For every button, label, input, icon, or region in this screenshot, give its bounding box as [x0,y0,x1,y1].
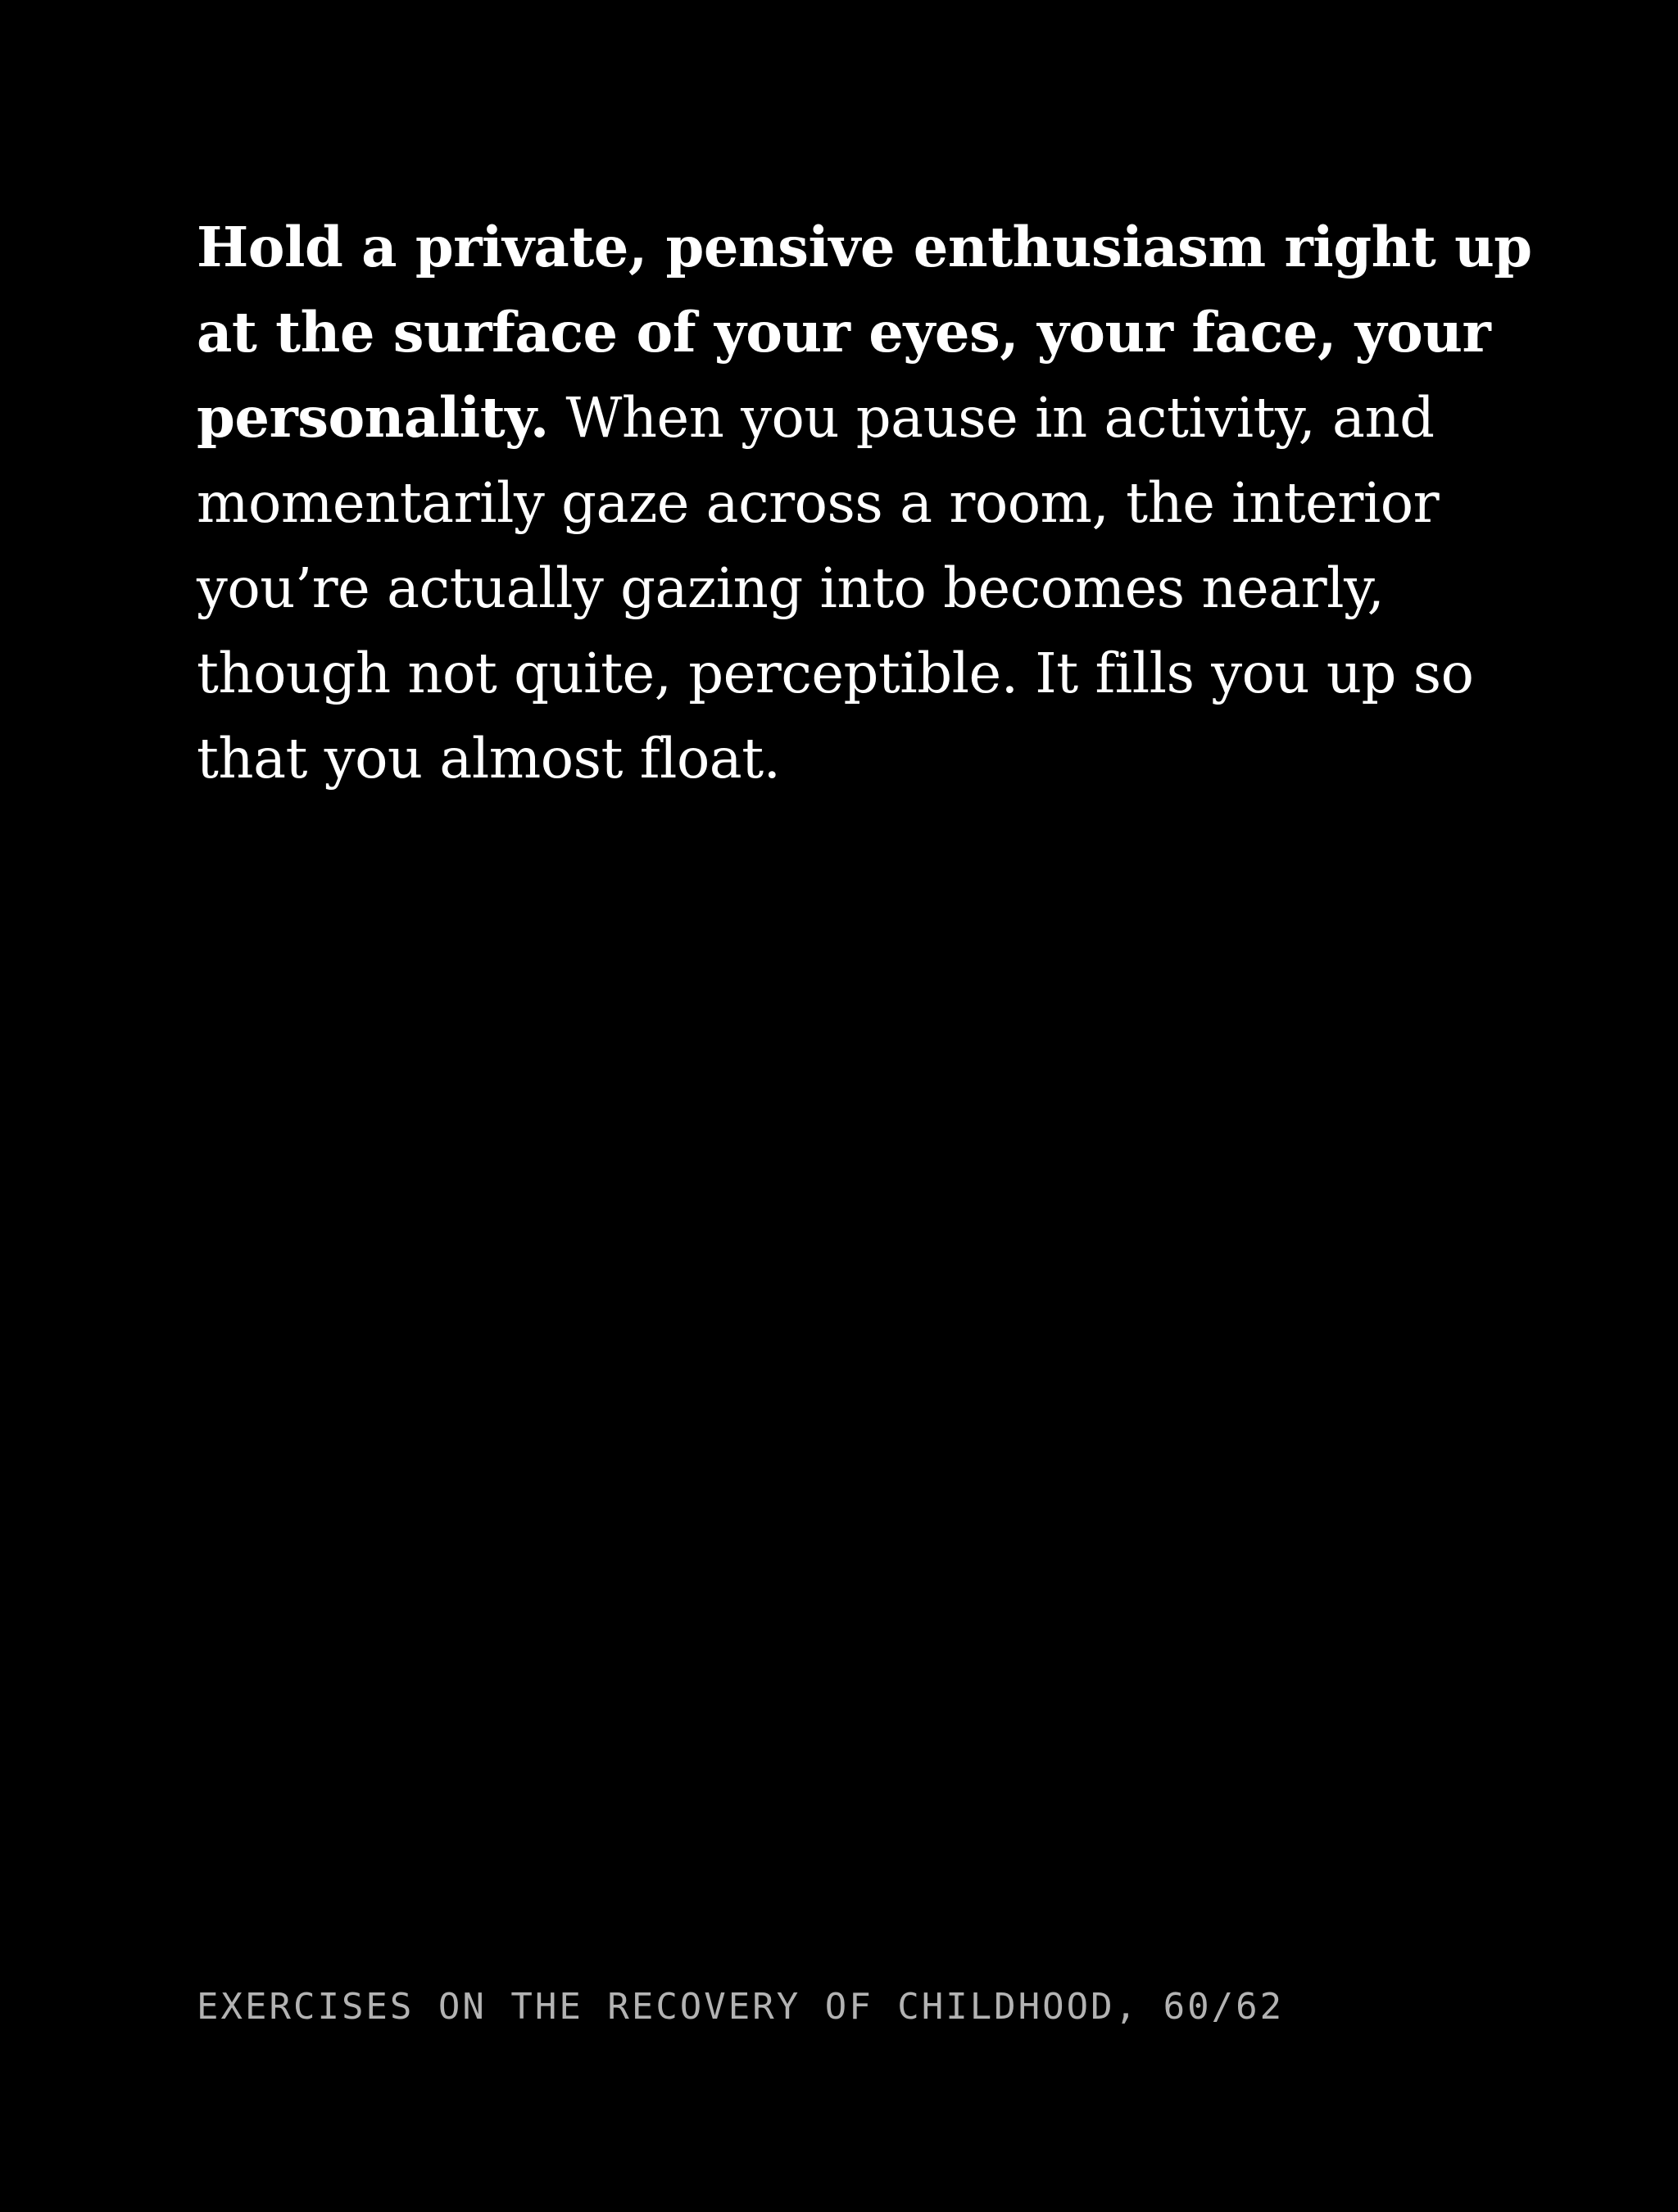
regular-phrase: though not quite, perceptible. It fills you up so [197,641,1474,705]
source-footer: EXERCISES ON THE RECOVERY OF CHILDHOOD, 60/62 [197,1986,1285,2028]
passage-line [197,631,1540,716]
bold-phrase: Hold a private, pensive enthusiasm right up [197,215,1532,279]
regular-phrase: momentarily gaze across a room, the interior [197,471,1440,535]
regular-phrase: that you almost float. [197,727,781,791]
passage-text [197,205,1540,801]
passage-line [197,205,1540,290]
passage-line [197,546,1540,631]
regular-phrase: you’re actually gazing into becomes nearly, [197,556,1385,620]
passage-line [197,460,1540,546]
regular-phrase: When you pause in activity, and [548,386,1435,450]
passage-line [197,375,1540,460]
bold-phrase: personality. [197,385,549,450]
bold-phrase: at the surface of your eyes, your face, your [197,300,1491,365]
passage-line [197,290,1540,375]
passage-line [197,716,1540,801]
